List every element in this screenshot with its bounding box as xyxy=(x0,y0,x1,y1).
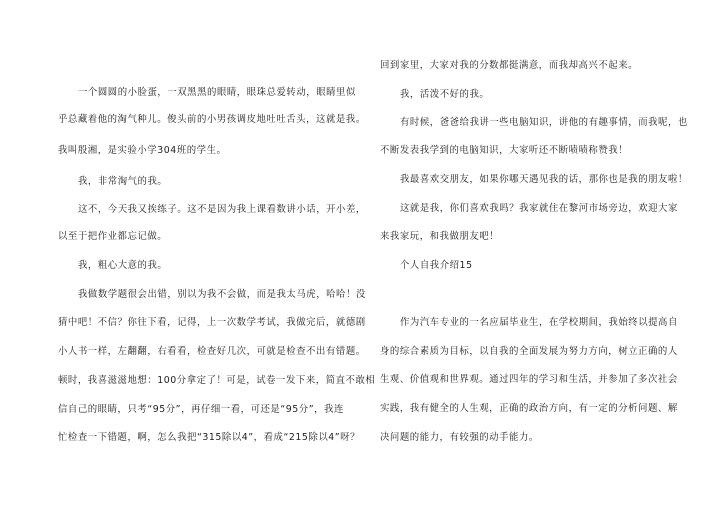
text-line: 来我家玩，和我做朋友吧！ xyxy=(380,231,500,242)
text-line: 忙检查一下错题，啊，怎么我把“315除以4”，看成“215除以4”呀？ xyxy=(58,432,361,443)
text-line: 作为汽车专业的一名应届毕业生，在学校期间，我始终以提高自 xyxy=(400,317,678,328)
text-line: 不断发表我学到的电脑知识，大家听还不断啧啧称赞我！ xyxy=(380,145,629,156)
text-line: 以至于把作业都忘记做。 xyxy=(58,231,168,242)
text-line: 我，非常淘气的我。 xyxy=(78,176,168,187)
text-line: 这不，今天我又挨练子。这不是因为我上课看数讲小话，开小差， xyxy=(78,204,366,215)
text-line: 生观、价值观和世界观。通过四年的学习和生活，并参加了多次社会 xyxy=(380,374,678,385)
text-line: 有时候，爸爸给我讲一些电脑知识，讲他的有趣事情，而我呢，也 xyxy=(400,117,688,128)
text-line: 我，粗心大意的我。 xyxy=(78,260,168,271)
text-line: 我，活泼不好的我。 xyxy=(400,89,490,100)
text-line: 猜中吧！不信？你往下看，记得，上一次数学考试，我做完后，就德剧 xyxy=(58,317,366,328)
text-line: 我叫殷湘，是实验小学304班的学生。 xyxy=(58,145,227,156)
text-line: 一个圆圆的小脸蛋，一双黑黑的眼睛，眼珠总爱转动，眼睛里似 xyxy=(78,87,356,98)
section-title: 个人自我介绍15 xyxy=(400,260,473,271)
text-line: 身的综合素质为目标，以自我的全面发展为努力方向，树立正确的人 xyxy=(380,346,678,357)
text-line: 这就是我，你们喜欢我吗？我家就住在黎河市场旁边，欢迎大家 xyxy=(400,203,678,214)
text-line: 实践，我有健全的人生观，正确的政治方向，有一定的分析问题、解 xyxy=(380,403,678,414)
text-line: 顿时，我喜滋滋地想：100分拿定了！可是，试卷一发下来，简直不敢相 xyxy=(58,375,376,386)
text-line: 决问题的能力，有较强的动手能力。 xyxy=(380,432,539,443)
text-line: 信自己的眼睛，只考“95分”，再仔细一看，可还是“95分”，我连 xyxy=(58,404,344,415)
text-line: 回到家里，大家对我的分数都挺满意，而我却高兴不起来。 xyxy=(380,60,639,71)
text-line: 我做数学题很会出错，别以为我不会做，而是我太马虎，哈哈！没 xyxy=(78,289,366,300)
text-line: 乎总藏着他的淘气种儿。俊头前的小男孩调皮地吐吐舌头，这就是我。 xyxy=(58,114,366,125)
text-line: 我最喜欢交朋友，如果你哪天遇见我的话，那你也是我的朋友啦！ xyxy=(400,174,688,185)
text-line: 小人书一样，左翻翻，右看看，检查好几次，可就是检查不出有错题。 xyxy=(58,346,366,357)
